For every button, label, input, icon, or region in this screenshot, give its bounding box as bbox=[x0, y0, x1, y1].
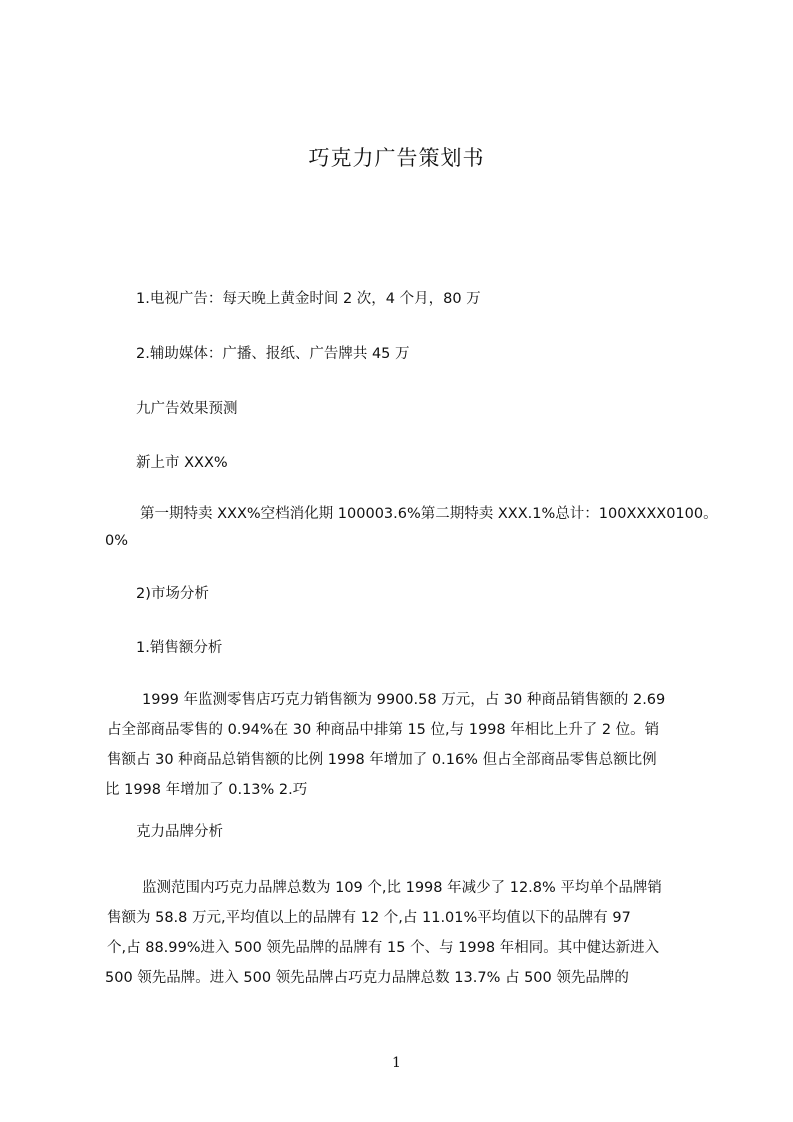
paragraph-line: 1999 年监测零售店巧克力销售额为 9900.58 万元，占 30 种商品销售额的 2.69 bbox=[142, 692, 666, 708]
brand-paragraph bbox=[105, 873, 693, 993]
media-line: 2.辅助媒体：广播、报纸、广告牌共 45 万 bbox=[136, 346, 410, 362]
promo-line: 第一期特卖 XXX%空档消化期 100003.6%第二期特卖 XXX.1%总计：100XXXX0100。 bbox=[140, 506, 718, 522]
paragraph-line: 比 1998 年增加了 0.13% 2.巧 bbox=[105, 782, 308, 798]
paragraph-line: 占全部商品零售的 0.94%在 30 种商品中排第 15 位,与 1998 年相比上升了 2 位。销 bbox=[107, 722, 660, 738]
sales-heading: 1.销售额分析 bbox=[136, 640, 223, 656]
page-number: 1 bbox=[392, 1055, 401, 1071]
tv-ad-line: 1.电视广告：每天晚上黄金时间 2 次，4 个月，80 万 bbox=[136, 291, 481, 307]
brand-heading: 克力品牌分析 bbox=[136, 824, 223, 840]
market-heading: 2)市场分析 bbox=[136, 586, 209, 602]
paragraph-line: 个,占 88.99%进入 500 领先品牌的品牌有 15 个、与 1998 年相同。其中健达新进入 bbox=[107, 940, 660, 956]
paragraph-line: 售额为 58.8 万元,平均值以上的品牌有 12 个,占 11.01%平均值以下的品牌有 97 bbox=[107, 910, 631, 926]
document-title: 巧克力广告策划书 bbox=[308, 146, 485, 170]
launch-line: 新上市 XXX% bbox=[136, 455, 228, 471]
promo-line-cont: 0% bbox=[105, 533, 129, 549]
paragraph-line: 监测范围内巧克力品牌总数为 109 个,比 1998 年减少了 12.8% 平均单个品牌销 bbox=[142, 880, 662, 896]
sales-paragraph bbox=[105, 685, 693, 805]
paragraph-line: 500 领先品牌。进入 500 领先品牌占巧克力品牌总数 13.7% 占 500 领先品牌的 bbox=[105, 970, 629, 986]
effect-heading: 九广告效果预测 bbox=[136, 401, 238, 417]
paragraph-line: 售额占 30 种商品总销售额的比例 1998 年增加了 0.16% 但占全部商品零售总额比例 bbox=[107, 752, 657, 768]
